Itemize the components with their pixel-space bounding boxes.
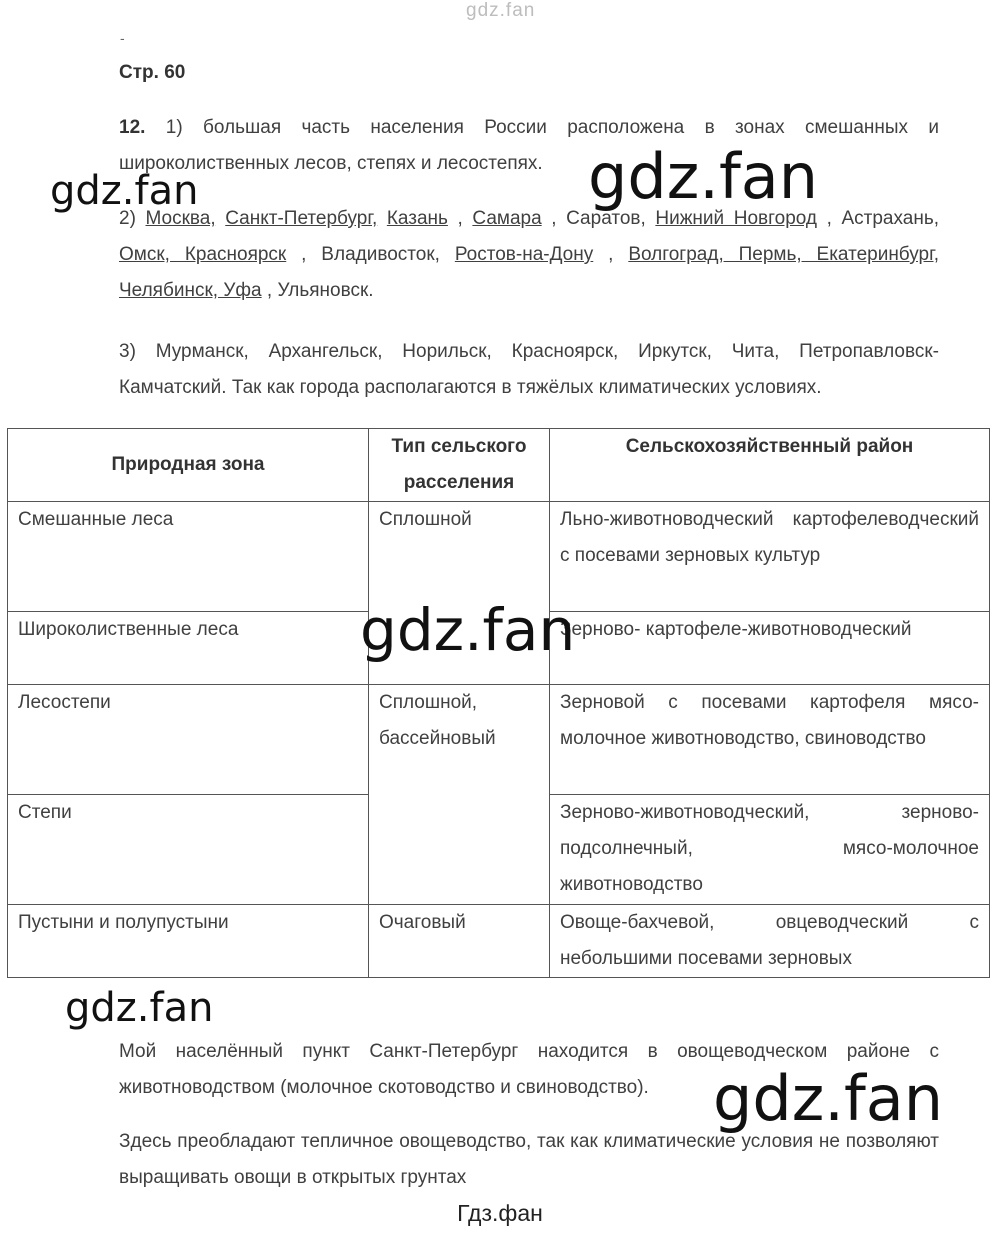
city-underlined: Казань — [386, 208, 448, 229]
city-underlined: Ростов-на-Дону — [454, 244, 594, 265]
table-row — [8, 502, 990, 612]
watermark-left-1: gdz.fan — [50, 168, 199, 214]
watermark-large-1: gdz.fan — [588, 140, 819, 213]
cell-district: Зерново-животноводческий, зерново-подсолнечный, мясо-молочное животноводство — [550, 795, 990, 905]
city-text: , Саратов, — [551, 208, 646, 229]
cell-district: Зерново- картофеле-животноводческий — [550, 612, 990, 685]
after-text-1: Мой населённый пункт Санкт-Петербург находится в овощеводческом районе с животноводством (молочное скотоводство и свиноводство). — [119, 1041, 939, 1098]
city-list — [119, 208, 939, 301]
city-underlined: Омск, Красноярск — [119, 244, 287, 265]
table-row — [8, 905, 990, 978]
task-paragraph-2 — [119, 201, 939, 309]
task-number: 12. — [119, 117, 146, 138]
cell-settlement: Очаговый — [369, 905, 550, 978]
cell-zone: Степи — [8, 795, 369, 905]
city-underlined: Санкт-Петербург, — [225, 208, 378, 229]
cell-zone: Лесостепи — [8, 685, 369, 795]
table-header-row — [8, 429, 990, 502]
cell-district: Овоще-бахчевой, овцеводческий с небольшими посевами зерновых — [550, 905, 990, 978]
header-settlement: Тип сельского расселения — [369, 429, 550, 502]
task-prefix-2: 2) — [119, 208, 136, 229]
cell-district: Зерновой с посевами картофеля мясо-молочное животноводство, свиноводство — [550, 685, 990, 795]
top-watermark: gdz.fan — [466, 0, 536, 21]
city-underlined: Нижний Новгород — [655, 208, 817, 229]
agriculture-table — [7, 428, 990, 978]
city-underlined: Волгоград, Пермь, Екатеринбург, Челябинск, Уфа — [119, 244, 940, 301]
header-zone: Природная зона — [8, 429, 369, 502]
city-text: , — [608, 244, 614, 265]
cell-district: Льно-животноводческий картофелеводческий с посевами зерновых культур — [550, 502, 990, 612]
city-underlined: Самара — [472, 208, 542, 229]
table-row — [8, 685, 990, 795]
page-dash: - — [120, 30, 125, 46]
city-text: , — [457, 208, 463, 229]
page-footer: Гдз.фан — [457, 1200, 543, 1226]
watermark-large-2: gdz.fan — [713, 1062, 944, 1135]
watermark-table: gdz.fan — [360, 596, 576, 664]
cell-zone: Смешанные леса — [8, 502, 369, 612]
task-text-1: 1) большая часть населения России расположена в зонах смешанных и широколиственных лесов, степях и лесостепях. — [119, 117, 940, 174]
city-text: , Владивосток, — [301, 244, 440, 265]
cell-settlement: Сплошной, бассейновый — [369, 685, 550, 905]
after-text-2: Здесь преобладают тепличное овощеводство, так как климатические условия не позволяют выращивать овощи в открытых грунтах — [119, 1131, 939, 1188]
page-header: Стр. 60 — [119, 62, 186, 83]
city-text: , Астрахань, — [826, 208, 939, 229]
cell-zone: Широколиственные леса — [8, 612, 369, 685]
after-paragraph-2 — [119, 1124, 939, 1196]
header-district: Сельскохозяйственный район — [550, 429, 990, 502]
cell-settlement: Сплошной — [369, 502, 550, 685]
city-text: , Ульяновск. — [266, 280, 374, 301]
cell-zone: Пустыни и полупустыни — [8, 905, 369, 978]
city-underlined: Москва, — [145, 208, 216, 229]
watermark-left-2: gdz.fan — [65, 985, 214, 1031]
task-paragraph-3 — [119, 334, 939, 406]
task-text-3: 3) Мурманск, Архангельск, Норильск, Красноярск, Иркутск, Чита, Петропавловск-Камчатский. Так как города располагаются в тяжёлых климатических условиях. — [119, 341, 939, 398]
